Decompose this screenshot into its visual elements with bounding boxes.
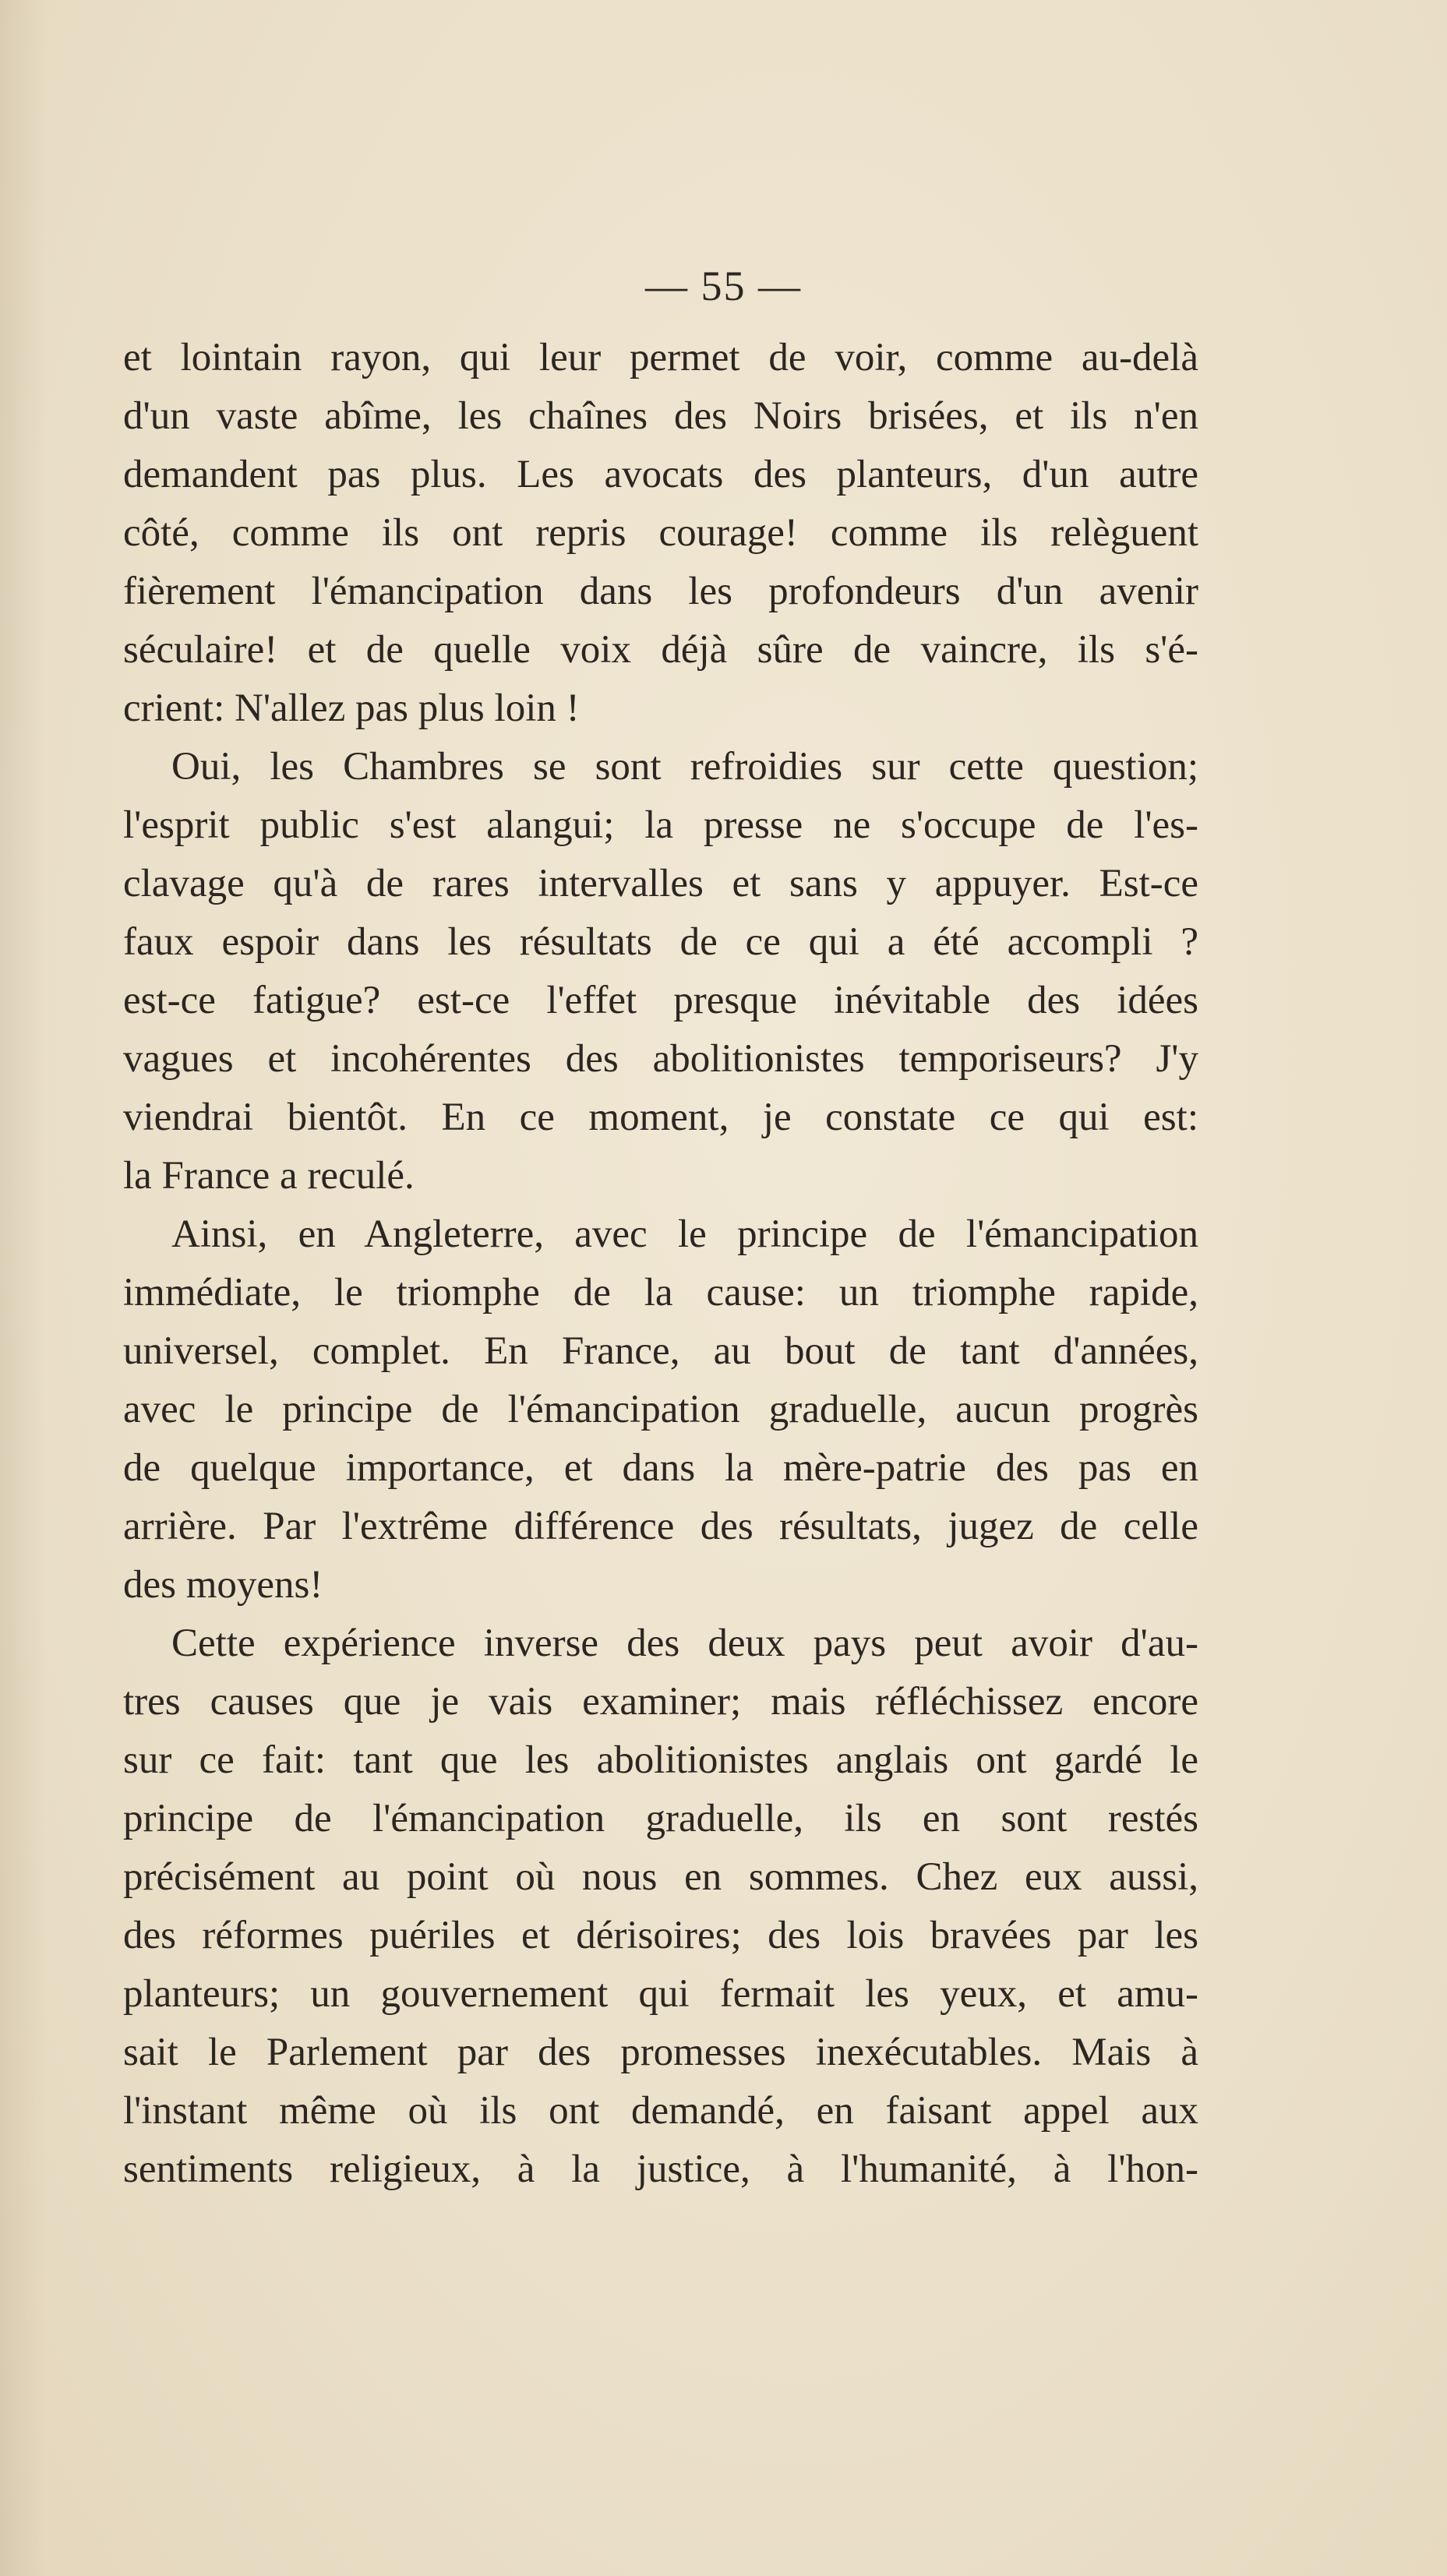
text-line: l'esprit public s'est alangui; la presse ne s'occupe de l'es- [123, 803, 1198, 847]
text-line: est-ce fatigue? est-ce l'effet presque inévitable des idées [123, 979, 1198, 1022]
text-line: faux espoir dans les résultats de ce qui a été accompli ? [123, 920, 1198, 964]
text-line: viendrai bientôt. En ce moment, je constate ce qui est: [123, 1096, 1198, 1139]
text-line: tres causes que je vais examiner; mais réfléchissez encore [123, 1680, 1198, 1724]
text-line: demandent pas plus. Les avocats des planteurs, d'un autre [123, 453, 1198, 496]
text-line: côté, comme ils ont repris courage! comme ils relèguent [123, 511, 1198, 555]
text-line: vagues et incohérentes des abolitionistes temporiseurs? J'y [123, 1037, 1198, 1081]
text-line: principe de l'émancipation graduelle, ils en sont restés [123, 1797, 1198, 1840]
text-line: sur ce fait: tant que les abolitionistes anglais ont gardé le [123, 1738, 1198, 1782]
text-line: avec le principe de l'émancipation graduelle, aucun progrès [123, 1388, 1198, 1431]
text-line: arrière. Par l'extrême différence des résultats, jugez de celle [123, 1505, 1198, 1548]
page-number: — 55 — [645, 263, 802, 309]
text-line: l'instant même où ils ont demandé, en faisant appel aux [123, 2089, 1198, 2133]
text-line: sentiments religieux, à la justice, à l'humanité, à l'hon- [123, 2147, 1198, 2191]
text-line: de quelque importance, et dans la mère-patrie des pas en [123, 1446, 1198, 1490]
text-line: universel, complet. En France, au bout de tant d'années, [123, 1329, 1198, 1373]
text-line: la France a reculé. [123, 1154, 415, 1198]
text-line: précisément au point où nous en sommes. Chez eux aussi, [123, 1855, 1198, 1899]
text-line: Oui, les Chambres se sont refroidies sur cette question; [171, 745, 1198, 789]
text-line: et lointain rayon, qui leur permet de voir, comme au-delà [123, 336, 1198, 379]
text-line: séculaire! et de quelle voix déjà sûre de vaincre, ils s'é- [123, 628, 1198, 672]
text-line: des moyens! [123, 1563, 323, 1607]
text-line: d'un vaste abîme, les chaînes des Noirs brisées, et ils n'en [123, 394, 1198, 438]
text-line: Cette expérience inverse des deux pays peut avoir d'au- [171, 1621, 1198, 1665]
text-line: clavage qu'à de rares intervalles et sans y appuyer. Est-ce [123, 862, 1198, 905]
text-line: immédiate, le triomphe de la cause: un triomphe rapide, [123, 1271, 1198, 1314]
text-line: fièrement l'émancipation dans les profondeurs d'un avenir [123, 570, 1198, 613]
page-fold-shadow [0, 0, 47, 2576]
page-body-text [123, 329, 1198, 2199]
text-line: des réformes puériles et dérisoires; des lois bravées par les [123, 1914, 1198, 1957]
text-line: sait le Parlement par des promesses inexécutables. Mais à [123, 2031, 1198, 2074]
text-line: crient: N'allez pas plus loin ! [123, 686, 580, 730]
text-line: planteurs; un gouvernement qui fermait les yeux, et amu- [123, 1972, 1198, 2016]
text-line: Ainsi, en Angleterre, avec le principe de l'émancipation [171, 1212, 1198, 1256]
